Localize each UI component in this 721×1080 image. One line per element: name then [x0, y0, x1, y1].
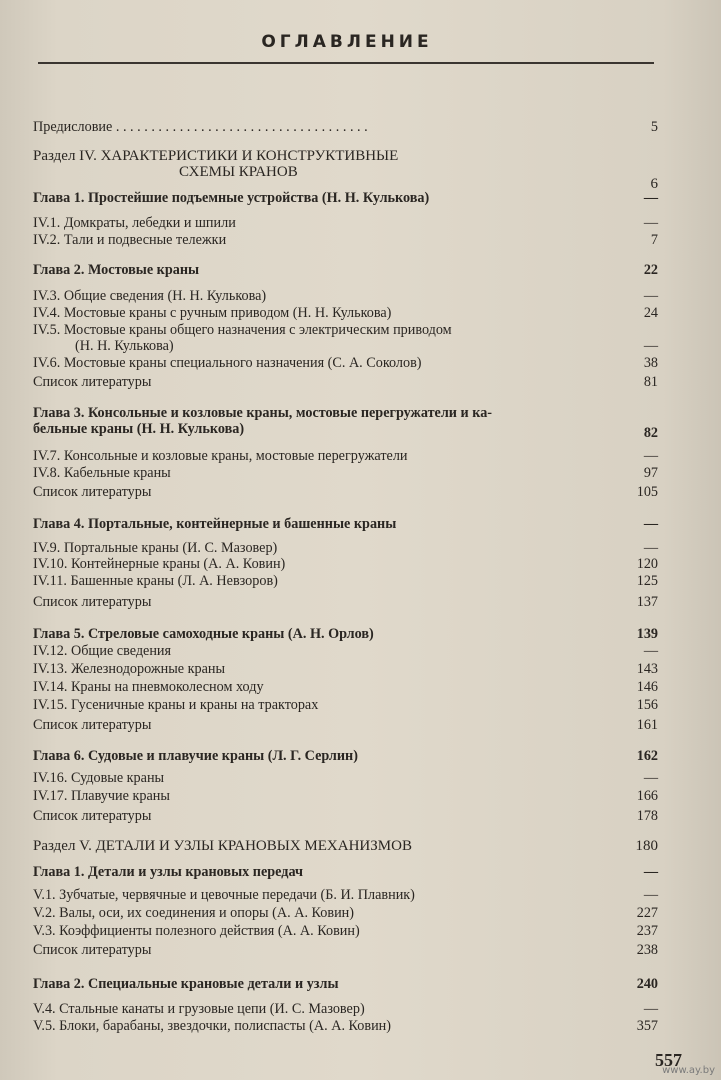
- toc-page-number: —: [643, 540, 658, 556]
- toc-page-number: 143: [636, 661, 658, 677]
- toc-entry-title: V.3. Коэффициенты полезного действия (А. А. Ковин): [33, 923, 360, 939]
- toc-page-number: 24: [643, 305, 658, 321]
- toc-entry-title: IV.17. Плавучие краны: [33, 788, 170, 804]
- toc-page-number: 357: [636, 1018, 658, 1034]
- toc-entry-title: Глава 5. Стреловые самоходные краны (А. Н. Орлов): [33, 626, 374, 642]
- toc-entry-title: IV.14. Краны на пневмоколесном ходу: [33, 679, 264, 695]
- toc-page-number: 81: [643, 374, 658, 390]
- toc-entry-title: IV.11. Башенные краны (Л. А. Невзоров): [33, 573, 278, 589]
- toc-entry-title-continued: (Н. Н. Кулькова): [75, 338, 174, 354]
- toc-page-number: —: [643, 448, 658, 464]
- toc-entry-title: V.1. Зубчатые, червячные и цевочные передачи (Б. И. Плавник): [33, 887, 415, 903]
- toc-page-number: 105: [636, 484, 658, 500]
- toc-page-number: 6: [650, 176, 658, 192]
- toc-page-number: 120: [636, 556, 658, 572]
- toc-entry-title: Глава 1. Детали и узлы крановых передач: [33, 864, 303, 880]
- toc-entry-title: IV.4. Мостовые краны с ручным приводом (Н. Н. Кулькова): [33, 305, 392, 321]
- toc-entry-title: Глава 2. Мостовые краны: [33, 262, 200, 278]
- toc-entry-title: Глава 1. Простейшие подъемные устройства (Н. Н. Кулькова): [33, 190, 430, 206]
- toc-page-number: 5: [650, 119, 658, 135]
- toc-page-number: —: [643, 190, 658, 206]
- toc-entry-title: V.5. Блоки, барабаны, звездочки, полиспасты (А. А. Ковин): [33, 1018, 391, 1034]
- toc-entry-title: Глава 6. Судовые и плавучие краны (Л. Г. Серлин): [33, 748, 358, 764]
- toc-entry-title: IV.9. Портальные краны (И. С. Мазовер): [33, 540, 278, 556]
- toc-entry-title: IV.16. Судовые краны: [33, 770, 165, 786]
- toc-entry-title: Раздел V. ДЕТАЛИ И УЗЛЫ КРАНОВЫХ МЕХАНИЗМОВ: [33, 838, 412, 854]
- toc-page-number: 7: [650, 232, 658, 248]
- toc-page-number: 227: [636, 905, 658, 921]
- watermark: www.ay.by: [662, 1065, 715, 1076]
- toc-page-number: 139: [636, 626, 658, 642]
- toc-page-number: 82: [643, 425, 658, 441]
- toc-entry-title: Глава 4. Портальные, контейнерные и башенные краны: [33, 516, 397, 532]
- toc-page-number: 237: [636, 923, 658, 939]
- toc-page-number: —: [643, 516, 658, 532]
- toc-page-number: 146: [636, 679, 658, 695]
- toc-entry-title: Список литературы: [33, 942, 152, 958]
- toc-page-number: 178: [636, 808, 658, 824]
- toc-page-number: —: [643, 887, 658, 903]
- toc-page-number: —: [643, 1001, 658, 1017]
- toc-entry-title: Предисловие . . . . . . . . . . . . . . . . . . . . . . . . . . . . . . . . . . . .: [33, 119, 368, 135]
- toc-page-number: —: [643, 215, 658, 231]
- toc-page-number: 156: [636, 697, 658, 713]
- page-number: 557: [655, 1050, 682, 1070]
- toc-page-number: 97: [643, 465, 658, 481]
- toc-entry-title: IV.1. Домкраты, лебедки и шпили: [33, 215, 236, 231]
- page-title: ОГЛАВЛЕНИЕ: [261, 32, 433, 52]
- toc-entry-title-continued: СХЕМЫ КРАНОВ: [179, 164, 298, 180]
- toc-page-number: 22: [643, 262, 658, 278]
- toc-entry-title: IV.13. Железнодорожные краны: [33, 661, 226, 677]
- toc-entry-title: IV.7. Консольные и козловые краны, мостовые перегружатели: [33, 448, 408, 464]
- toc-page-number: —: [643, 864, 658, 880]
- toc-entry-title: IV.2. Тали и подвесные тележки: [33, 232, 227, 248]
- toc-entry-title: IV.3. Общие сведения (Н. Н. Кулькова): [33, 288, 267, 304]
- toc-entry-title: IV.12. Общие сведения: [33, 643, 172, 659]
- toc-entry-title: Список литературы: [33, 374, 152, 390]
- toc-entry-title: Список литературы: [33, 594, 152, 610]
- toc-page-number: —: [643, 288, 658, 304]
- toc-entry-title: IV.8. Кабельные краны: [33, 465, 171, 481]
- header-rule: [38, 62, 654, 64]
- toc-page-number: —: [643, 338, 658, 354]
- toc-entry-title: Глава 3. Консольные и козловые краны, мостовые перегружатели и ка-: [33, 405, 493, 421]
- toc-entry-title: IV.15. Гусеничные краны и краны на тракторах: [33, 697, 319, 713]
- toc-page-number: 166: [636, 788, 658, 804]
- toc-page-number: 137: [636, 594, 658, 610]
- toc-page-number: —: [643, 770, 658, 786]
- toc-entry-title: IV.5. Мостовые краны общего назначения с электрическим приводом: [33, 322, 452, 338]
- toc-page-number: 125: [636, 573, 658, 589]
- toc-entry-title: Список литературы: [33, 717, 152, 733]
- toc-entry-title: Глава 2. Специальные крановые детали и узлы: [33, 976, 339, 992]
- toc-page-number: 240: [636, 976, 658, 992]
- toc-entry-title: V.2. Валы, оси, их соединения и опоры (А. А. Ковин): [33, 905, 354, 921]
- toc-entry-title: Список литературы: [33, 808, 152, 824]
- toc-entry-title: Список литературы: [33, 484, 152, 500]
- toc-page-number: —: [643, 643, 658, 659]
- toc-page-number: 161: [636, 717, 658, 733]
- toc-entry-title-continued: бельные краны (Н. Н. Кулькова): [33, 421, 245, 437]
- toc-page-number: 38: [643, 355, 658, 371]
- toc-entry-title: IV.6. Мостовые краны специального назначения (С. А. Соколов): [33, 355, 422, 371]
- toc-entry-title: Раздел IV. ХАРАКТЕРИСТИКИ И КОНСТРУКТИВНЫЕ: [33, 148, 399, 164]
- toc-page-number: 162: [636, 748, 658, 764]
- toc-entry-title: V.4. Стальные канаты и грузовые цепи (И. С. Мазовер): [33, 1001, 365, 1017]
- toc-entry-title: IV.10. Контейнерные краны (А. А. Ковин): [33, 556, 286, 572]
- toc-page-number: 180: [635, 838, 658, 854]
- toc-page-number: 238: [636, 942, 658, 958]
